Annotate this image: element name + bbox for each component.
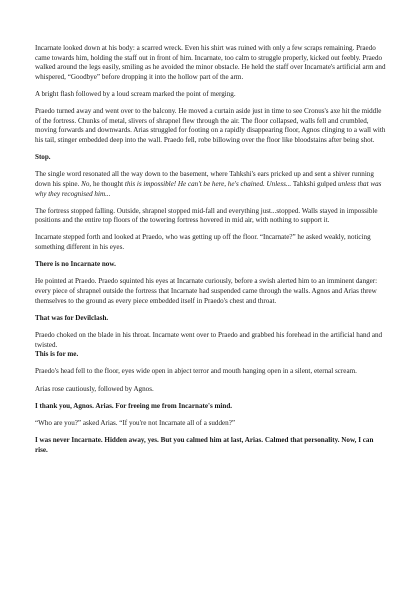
text-run: Tahkshi gulped: [291, 179, 339, 188]
italic-run: this is impossible! He can't be here, he's chained. Unless...: [124, 179, 292, 188]
paragraph: Arias rose cautiously, followed by Agnos.: [35, 384, 154, 393]
paragraph: Praedo turned away and went over to the balcony. He moved a curtain aside just in time to see Cronus's axe hit the middle of the fortress. Chunks of metal, slivers of shrapnel flew through the air. The floor collapsed, walls fell and crumbled, moving forwards and downwards. Arias struggled for footing on a rapidly disappearing floor, Agnos clinging to a wall with his tail, stinger embedded deep into the wall. Praedo fell, robe billowing over the floor like bloodstains after being shot.: [35, 107, 386, 144]
bold-line: This is for me.: [35, 350, 79, 359]
paragraph: [35, 170, 387, 199]
bold-line: There is no Incarnate now.: [35, 260, 116, 269]
paragraph: Incarnate stepped forth and looked at Praedo, who was getting up off the floor. “Incarnate?” he asked weakly, noticing something different in his eyes.: [35, 233, 371, 252]
bold-line: That was for Devilclash.: [35, 313, 109, 322]
text-run: The single word resonated all the way down to the basement, where Tahkshi's ears pricked up and sent a shiver running down his spine.: [35, 170, 374, 188]
document-page: [35, 44, 387, 463]
paragraph: Praedo's head fell to the floor, eyes wide open in abject terror and mouth hanging open in a silent, eternal scream.: [35, 367, 357, 376]
text-run: he thought: [91, 179, 125, 188]
paragraph: He pointed at Praedo. Praedo squinted his eyes at Incarnate curiously, before a swish alerted him to an imminent danger: every piece of shrapnel outside the fortress that Incarnate had suspended came through the walls. Agnos and Arias threw themselves to the ground as every piece embedded itself in Praedo's chest and throat.: [35, 277, 378, 305]
bold-line: I thank you, Agnos. Arias. For freeing me from Incarnate's mind.: [35, 401, 233, 410]
paragraph: Incarnate looked down at his body: a scarred wreck. Even his shirt was ruined with only a few scraps remaining. Praedo came towards him, holding the staff out in front of him. Incarnate, too calm to struggle properly, kicked out feebly. Praedo walked around the legs easily, smiling as he avoided the minor obstacle. He held the staff over Incarnate's artificial arm and whispered, “Goodbye” before dropping it into the hollow part of the arm.: [35, 44, 386, 81]
paragraph: “Who are you?” asked Arias. “If you're not Incarnate all of a sudden?”: [35, 418, 236, 427]
paragraph: The fortress stopped falling. Outside, shrapnel stopped mid-fall and everything just...stopped. Walls stayed in impossible positions and the entire top floors of the towering fortress hovered in mid air, with nothing to support it.: [35, 206, 378, 225]
paragraph: Praedo choked on the blade in his throat. Incarnate went over to Praedo and grabbed his forehead in the artificial hand and twisted.: [35, 331, 383, 349]
bold-line: Stop.: [35, 153, 51, 162]
bold-line: I was never Incarnate. Hidden away, yes. But you calmed him at last, Arias. Calmed that personality. Now, I can rise.: [35, 436, 374, 454]
italic-run: No,: [81, 179, 92, 188]
paragraph: A bright flash followed by a loud scream marked the point of merging.: [35, 89, 236, 98]
italic-run: unless that was why they recognised him...: [35, 179, 382, 198]
